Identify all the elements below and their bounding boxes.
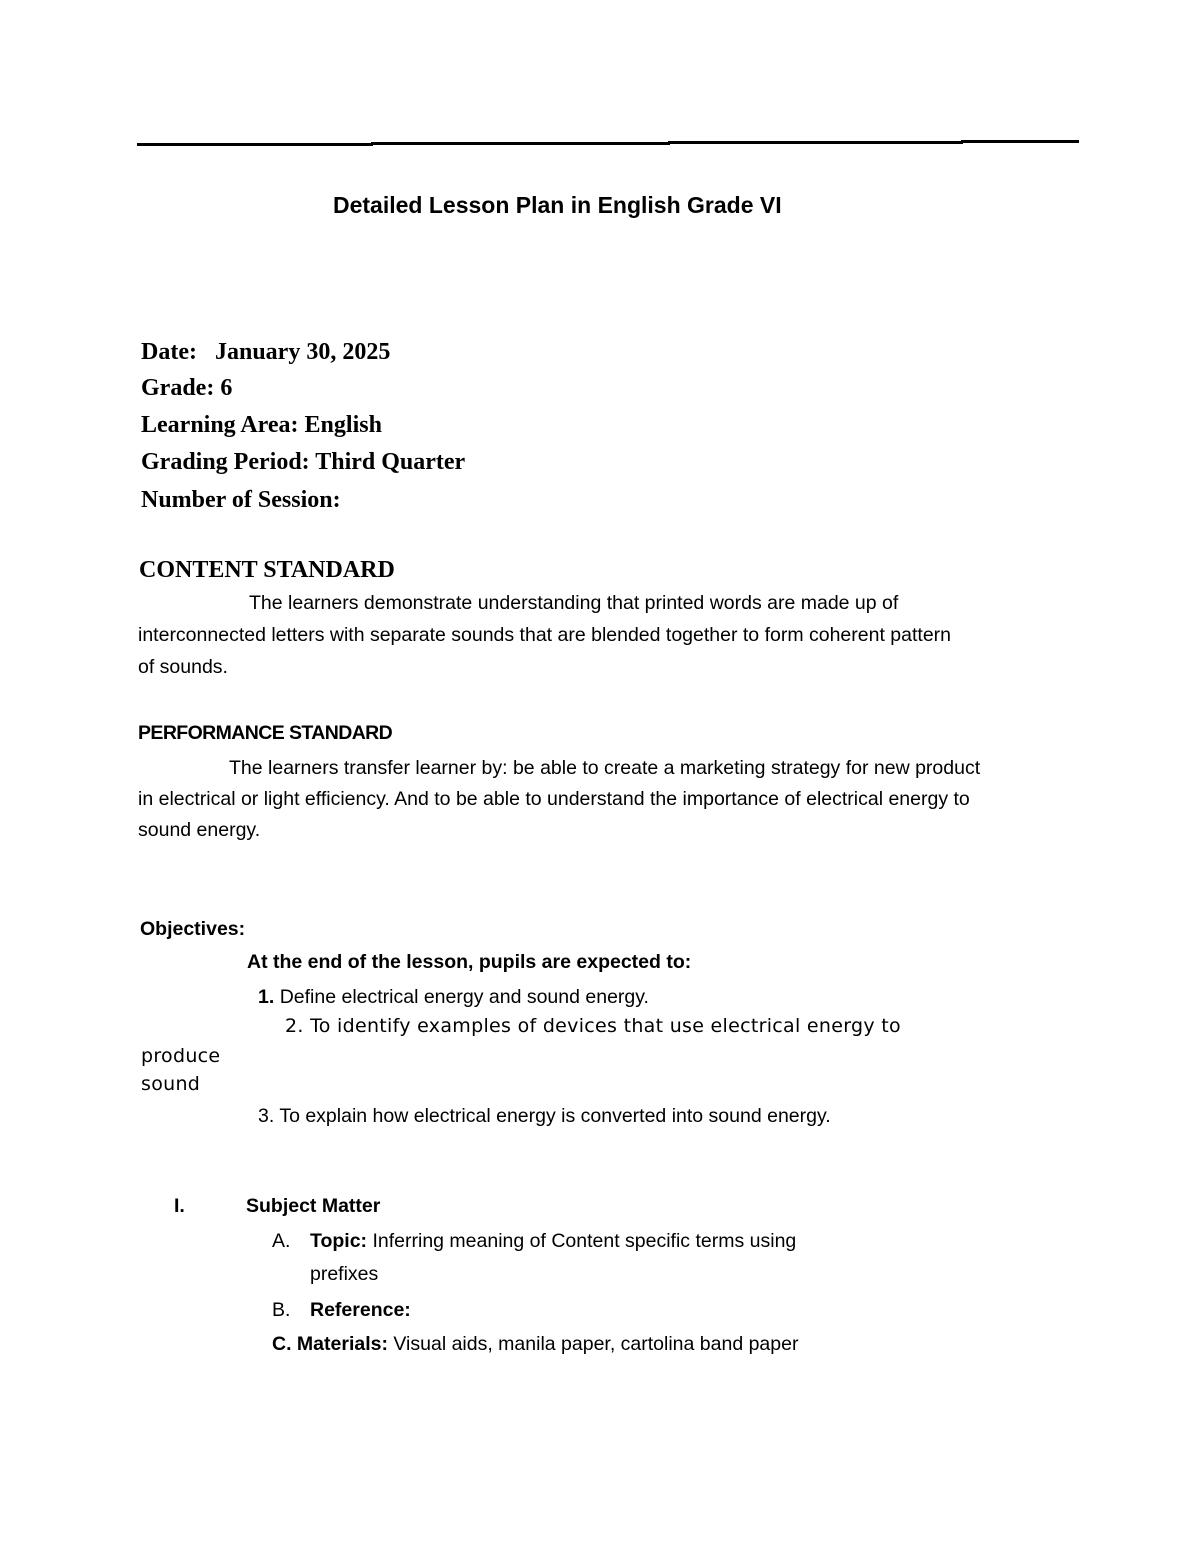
sessions-line: Number of Session: <box>141 487 341 513</box>
topic-text-line-2: prefixes <box>310 1263 379 1285</box>
objective-item-1-text: Define electrical energy and sound energy. <box>279 986 649 1008</box>
objectives-heading: Objectives: <box>140 918 246 940</box>
date-line <box>141 339 390 366</box>
content-standard-line-1: The learners demonstrate understanding that printed words are made up of <box>249 592 899 614</box>
content-standard-line-3: of sounds. <box>138 656 228 678</box>
grading-period-line: Grading Period: Third Quarter <box>141 449 466 475</box>
date-label: Date: <box>141 339 197 365</box>
content-standard-line-2: interconnected letters with separate sounds that are blended together to form coherent pattern <box>138 624 952 646</box>
performance-standard-heading: PERFORMANCE STANDARD <box>138 722 393 744</box>
materials-label: Materials: <box>296 1333 388 1355</box>
objective-item-2-line-1: 2. To identify examples of devices that use electrical energy to <box>285 1015 901 1037</box>
objectives-intro: At the end of the lesson, pupils are expected to: <box>247 951 692 973</box>
objective-item-2-line-2: produce <box>141 1045 221 1067</box>
subject-matter-a <box>310 1230 796 1253</box>
subject-matter-c-letter: C. <box>272 1333 292 1355</box>
subject-matter-numeral: I. <box>174 1195 185 1217</box>
document-title: Detailed Lesson Plan in English Grade VI <box>333 192 782 218</box>
header-rule-1 <box>137 143 373 146</box>
objective-item-2-line-3: sound <box>141 1073 201 1095</box>
date-value: January 30, 2025 <box>214 339 391 365</box>
reference-label: Reference: <box>310 1299 411 1321</box>
header-rule-4 <box>961 140 1079 143</box>
header-rule-3 <box>668 141 963 144</box>
header-rule-2 <box>371 142 670 145</box>
performance-standard-line-3: sound energy. <box>138 819 261 841</box>
performance-standard-line-2: in electrical or light efficiency. And to be able to understand the importance of electrical energy to <box>138 788 970 810</box>
materials-text: Visual aids, manila paper, cartolina band paper <box>393 1333 799 1355</box>
subject-matter-a-letter: A. <box>272 1230 291 1252</box>
subject-matter-b-letter: B. <box>272 1299 291 1321</box>
performance-standard-line-1: The learners transfer learner by: be able to create a marketing strategy for new product <box>229 757 981 779</box>
subject-matter-c <box>272 1333 798 1356</box>
objective-item-3: 3. To explain how electrical energy is converted into sound energy. <box>258 1105 831 1127</box>
grade-line: Grade: 6 <box>141 375 233 401</box>
topic-text: Inferring meaning of Content specific terms using <box>372 1230 797 1252</box>
learning-area-line: Learning Area: English <box>141 412 382 438</box>
subject-matter-heading: Subject Matter <box>246 1195 381 1217</box>
objective-item-1-number: 1. <box>258 986 275 1008</box>
objective-item-1 <box>258 986 649 1009</box>
content-standard-heading: CONTENT STANDARD <box>139 557 395 583</box>
topic-label: Topic: <box>310 1230 368 1252</box>
